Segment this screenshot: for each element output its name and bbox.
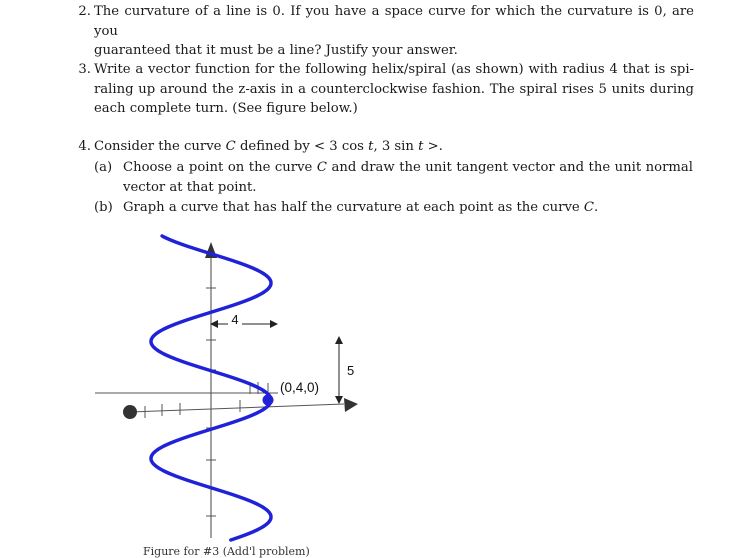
- y-axis-ticks: [145, 382, 268, 418]
- problem-4-intro: Consider the curve C defined by < 3 cos t, 3 sin t >.: [94, 139, 443, 154]
- part-text-line: Graph a curve that has half the curvature at each point as the curve C.: [123, 200, 599, 215]
- helix-figure: [90, 228, 380, 553]
- problem-number: 2.: [78, 4, 91, 19]
- figure-caption: Figure for #3 (Add'l problem): [143, 545, 310, 558]
- y-axis-arrowhead: [344, 398, 358, 412]
- rise-arrow-bottom: [335, 396, 343, 404]
- problem-4: [75, 137, 695, 227]
- part-label: (a): [94, 160, 113, 175]
- rise-label: 5: [347, 363, 355, 378]
- problem-number: 3.: [78, 62, 91, 77]
- problem-number: 4.: [78, 139, 91, 154]
- point-marker: [263, 395, 274, 406]
- part-label: (b): [94, 200, 113, 215]
- problem-text-line: raling up around the z-axis in a counterclockwise fashion. The spiral rises 5 units during: [94, 81, 694, 97]
- radius-label: 4: [231, 312, 239, 327]
- problem-text-line: guaranteed that it must be a line? Justify your answer.: [94, 43, 458, 58]
- x-axis-end-marker: [123, 405, 137, 419]
- part-text-line: Choose a point on the curve C and draw the unit tangent vector and the unit normal: [123, 160, 693, 175]
- problem-text-line: Write a vector function for the following helix/spiral (as shown) with radius 4 that is spi-: [94, 62, 694, 77]
- problem-text-line: The curvature of a line is 0. If you have a space curve for which the curvature is 0, are you: [94, 4, 694, 39]
- point-label: (0,4,0): [280, 380, 320, 395]
- radius-arrow-right: [270, 320, 278, 328]
- part-text-line: vector at that point.: [123, 179, 257, 195]
- problem-text-line: each complete turn. (See figure below.): [94, 101, 358, 116]
- rise-arrow-top: [335, 336, 343, 344]
